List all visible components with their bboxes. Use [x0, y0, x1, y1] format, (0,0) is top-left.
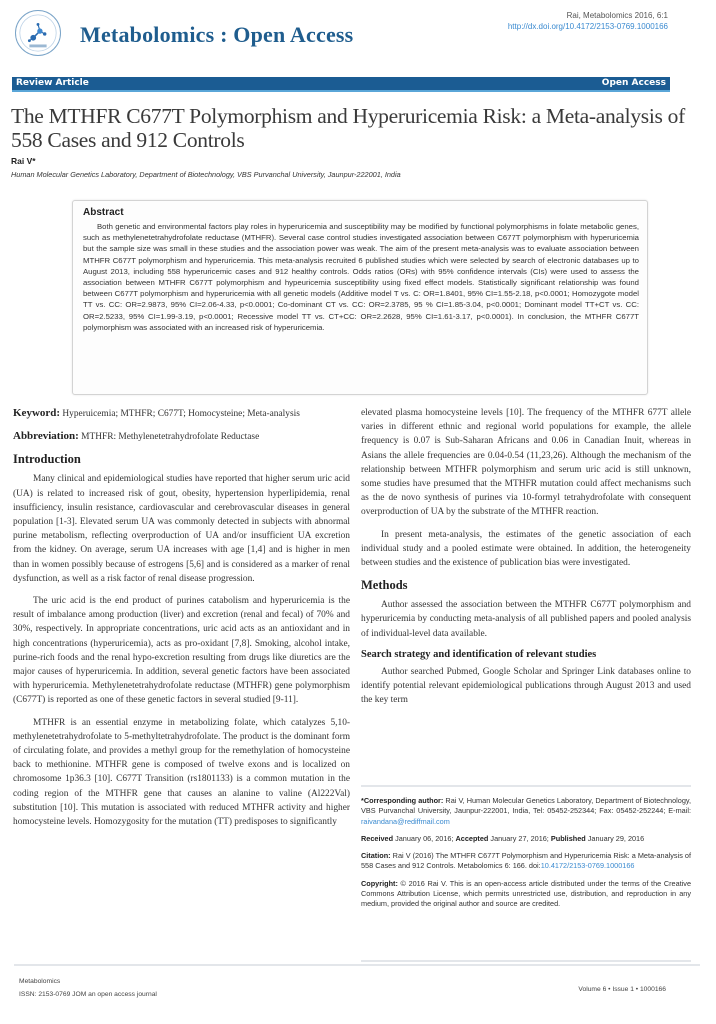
footer-journal: Metabolomics [19, 978, 61, 985]
intro-paragraph: Many clinical and epidemiological studies have reported that higher serum uric acid (UA) is related to increased risk of gout, obesity, hypertension hyperlipidemia, renal insufficiency, insulin resistance, cardiovascular and cerebrovascular diseases in general population [1-3]. Elevated serum UA was commonly detected in subjects with abnormal purine metabolism, reflecting overproduction of UA and/or insufficient UA excretion from the kidney. On average, serum UA increases with age [1,4] and is higher in men than in women possibly because of estrogens [5,6] and is considered as a marker of renal dysfunction, as well as a risk factor of renal disease progression. [13, 474, 350, 584]
citation-doi-link[interactable]: 10.4172/2153-0769.1000166 [540, 861, 635, 871]
right-column [361, 406, 691, 715]
article-type-label: Review Article [16, 78, 89, 88]
article-type-banner [12, 77, 670, 92]
received-label: Received [361, 833, 394, 843]
keywords [13, 406, 350, 421]
notes-bottom-divider [361, 960, 691, 962]
methods-paragraph: Author assessed the association between the MTHFR C677T polymorphism and hyperuricemia by conducting meta-analysis of all published papers and pooled analysis of individual-level data available. [361, 600, 691, 639]
keywords-label: Keyword: [13, 407, 61, 419]
citation-label: Citation: [361, 851, 391, 861]
corresponding-text: Rai V, Human Molecular Genetics Laboratory, Department of Biotechnology, VBS Purvanchal University, Jaunpur-222001, India, Tel: 05452-252344; Fax: 05452-252244; E-mail: [361, 796, 692, 816]
copyright-text: © 2016 Rai V. This is an open-access article distributed under the terms of the Creative Commons Attribution License, which permits unrestricted use, distribution, and reproduction in any medium, provided the original author and source are credited. [361, 878, 692, 909]
intro-paragraph: In present meta-analysis, the estimates of the genetic association of each individual study and a pooled estimate were obtained. In addition, the heterogeneity between studies and the existence of publication bias were investigated. [361, 529, 691, 569]
copyright-label: Copyright: [361, 878, 398, 888]
article-notes [361, 796, 691, 917]
notes-divider [361, 785, 691, 787]
left-column [13, 406, 350, 837]
journal-title: Metabolomics : Open Access [80, 22, 354, 47]
footer-divider [14, 964, 700, 966]
footer-journal-info [19, 975, 157, 1001]
dates [361, 834, 691, 844]
corresponding-author [361, 796, 691, 827]
accepted-label: Accepted [455, 833, 489, 843]
abbreviation-label: Abbreviation: [13, 430, 79, 443]
published-date: January 29, 2016 [587, 833, 645, 843]
corresponding-label: *Corresponding author: [361, 796, 444, 805]
footer-volume: Volume 6 • Issue 1 • 1000166 [578, 986, 666, 993]
citation [361, 851, 691, 872]
search-strategy-paragraph: Author searched Pubmed, Google Scholar and Springer Link databases online to identify potential relevant epidemiological publications through August 2013 and used the key term [361, 666, 691, 706]
author-affiliation: Human Molecular Genetics Laboratory, Department of Biotechnology, VBS Purvanchal University, Jaunpur-222001, India [11, 170, 401, 179]
citation-text: Rai V (2016) The MTHFR C677T Polymorphism and Hyperuricemia Risk: a Meta-analysis of 558 Cases and 912 Controls. Metabolomics 6: 166. doi: [361, 851, 691, 871]
accepted-date: January 27, 2016; [490, 833, 549, 843]
footer-issn: ISSN: 2153-0769 JOM an open access journal [19, 991, 157, 998]
article-title: The MTHFR C677T Polymorphism and Hyperuricemia Risk: a Meta-analysis of 558 Cases and 912 Controls [11, 104, 685, 152]
molecule-icon [16, 11, 60, 55]
keywords-text: Hyperuicemia; MTHFR; C677T; Homocysteine; Meta-analysis [62, 409, 300, 419]
intro-paragraph: The uric acid is the end product of purines catabolism and hyperuricemia is the result of imbalance among production (liver) and excretion (renal and fecal) of 70% and 30%, respectively. In appropriate concentrations, uric acid acts as an antioxidant and in high concentrations (hyperuricemia), acts as pro-oxidant [7,8]. Smoking, alcohol intake, purine-rich foods and the renal hypo-excretion resulting from drugs like diuretics are the major causes of hyperuricemia. In addition, several genetic factors have been associated with hyperuricemia. Methylenetetrahydrofolate reductase (MTHFR) gene polymorphism (C677T) is reported as one of these genetic factors in several studied [9-11]. [13, 596, 350, 706]
open-access-label: Open Access [601, 78, 666, 88]
methods-heading: Methods [361, 578, 408, 593]
doi-link[interactable]: http://dx.doi.org/10.4172/2153-0769.1000166 [507, 22, 668, 31]
citation-header [508, 10, 668, 32]
published-label: Published [550, 833, 586, 843]
email-link[interactable]: raivandana@rediffmail.com [361, 816, 450, 826]
search-strategy-heading: Search strategy and identification of relevant studies [361, 648, 597, 660]
introduction-heading: Introduction [13, 452, 81, 467]
journal-logo [15, 10, 61, 56]
abstract-box [72, 200, 648, 395]
intro-continuation: elevated plasma homocysteine levels [10]. The frequency of the MTHFR 677T allele varies in different ethnic and regional world populations for example, the allele frequency is 0.07 is Sub-Saharan Africans and 0.06 in Canadian Inuit, whereas in Asians the allele frequencies are 0.04-0.54 (11,23,26). Although the mechanism of the relationship between MTHFR polymorphism and serum uric acid is still unknown, some studies have presumed that the MTHFR mutation could affect mechanisms such as the de novo synthesis of purines via 10-formyl tetrahydrofolate with consequent overproduction of UA by the substrate of the MTHFR reaction. [361, 408, 691, 518]
received-date: January 06, 2016; [395, 833, 454, 843]
abbreviation [13, 429, 350, 444]
article-author: Rai V* [11, 156, 36, 166]
abbreviation-text: MTHFR: Methylenetetrahydrofolate Reductase [81, 432, 260, 443]
intro-paragraph: MTHFR is an essential enzyme in metabolizing folate, which catalyzes 5,10-methylenetetrahydrofolate to 5-methyltetrahydrofolate. The product is the dominant form of circulating folate, and provides a methyl group for the remethylation of homocysteine back to methionine. MTHFR gene is composed of twelve exons and is localized on chromosome 1p36.3 [10]. C677T Transition (rs1801133) is a common mutation in the coding region of the MTHFR gene that causes an alanine to valine (Al222Val) substitution [10]. This mutation is associated with reduced MTHFR activity and higher homocysteine levels. Homozygosity for the mutation (TT) predisposes to significantly [13, 717, 350, 828]
copyright [361, 879, 691, 910]
abstract-text: Both genetic and environmental factors play roles in hyperuricemia and susceptibility may be modified by functional polymorphisms in folate metabolic genes, such as methylenetetrahydrofolate reductase (MTHFR). Several case control studies investigated association between C677T polymorphism with hyperuricemia but the sample size was small in these studies and the association power was weak. The aim of the present meta-analysis was to evaluate association between MTHFR C677T polymorphism and hyperuricemia. This meta-analysis recruited 6 published studies which were selected by search of electronic databases up to August 2013, including 558 hyperuricemic cases and 912 healthy controls. Odds ratios (ORs) with 95% confidence intervals (CIs) were used to assess the association between MTHFR C677T polymorphism and hypeuricemia susceptibility using fixed effect models. Statistically significant relationship was found between C677T polymorphism and hyperuricemia with all genetic models (Additive model T vs. C: OR=1.8401, 95% CI=1.55-2.18, p<0.0001; Homozygote model TT vs. CC: OR=2.9873, 95% CI=2.06-4.33, p<0.0001; Co-dominant CT vs. CC: OR=2.3785, 95 % CI=1.85-3.04, p<0.0001; Dominant model TT+CT vs. CC: OR=2.5233, 95% CI=1.99-3.19, p<0.0001; Recessive model TT vs. CT+CC: OR=2.2628, 95% CI=1.61-3.17, p<0.0001). In conclusion, the MTHFR C677T polymorphism was associated with an increased risk of hyperuricemia. [83, 222, 639, 332]
citation-line: Rai, Metabolomics 2016, 6:1 [566, 11, 668, 20]
abstract-heading: Abstract [83, 207, 124, 218]
